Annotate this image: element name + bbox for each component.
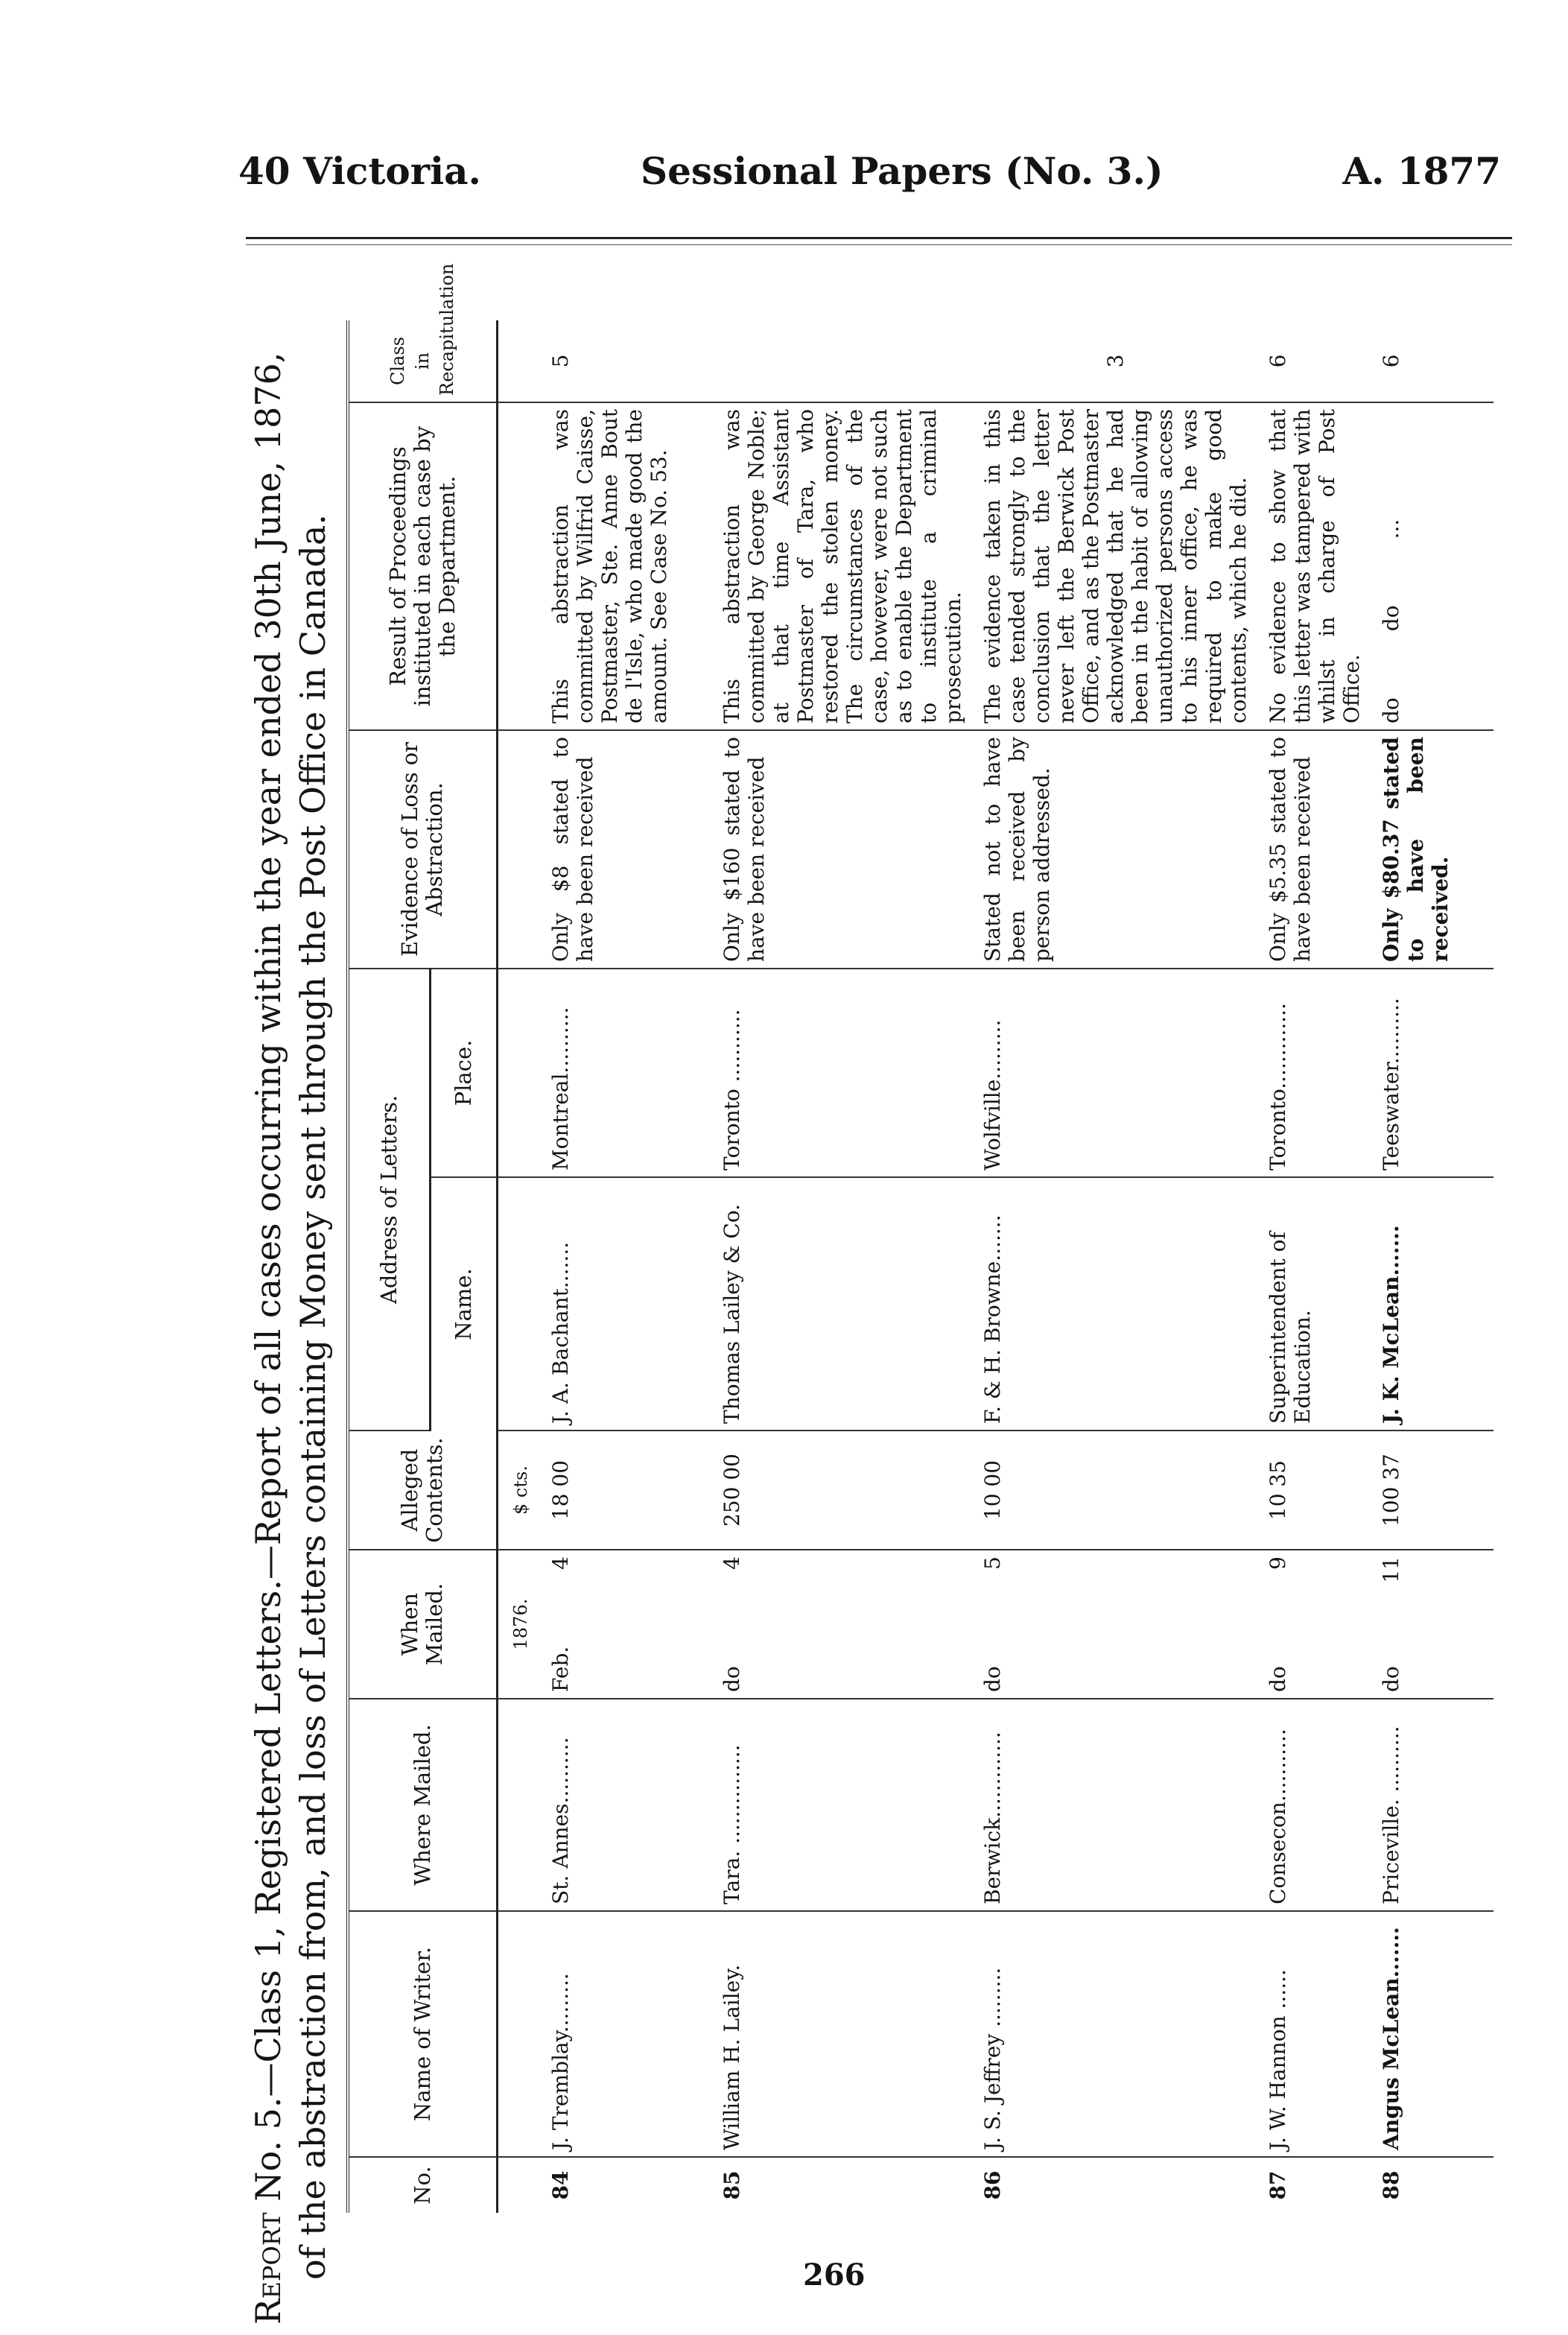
units-blank [497, 1699, 538, 1911]
row-result: This abstraction was committed by George Noble; at that time Assistant Postmaster of Tara, who restored the stolen money. The circumstances of the case, however, were not such as to enable the Department to institute a criminal prosecution. [709, 402, 970, 730]
row-no: 84 [547, 2170, 573, 2200]
row-result: This abstraction was committed by Wilfrid Caisse, Postmaster, Ste. Anne Bout de l'Isle, who made good the amount. See Case No. 53. [538, 402, 709, 730]
units-blank [497, 402, 538, 730]
col-no: No. [348, 2157, 497, 2213]
row-address-name: F. & H. Browne....... [970, 1177, 1255, 1431]
row-where-mailed: Consecon........... [1255, 1699, 1368, 1911]
table-row [1368, 320, 1494, 2213]
row-class: 6 [1255, 320, 1368, 402]
title-line-1-rest: No. 5.—Class 1, Registered Letters.—Report of all cases occurring within the year ended 30th June, 1876, [248, 352, 288, 2213]
row-evidence: Only $80.37 stated to have been received. [1368, 730, 1494, 969]
row-writer: William H. Lailey. [709, 1911, 970, 2157]
row-where-mailed: Priceville. .......... [1368, 1699, 1494, 1911]
row-class: 3 [970, 320, 1255, 402]
row-no: 88 [1378, 2170, 1403, 2200]
row-when-mailed [1368, 1550, 1494, 1699]
row-writer: J. W. Hannon ...... [1255, 1911, 1368, 2157]
col-class: Class in Recapitulation [348, 320, 497, 402]
header-session: 40 Victoria. [238, 149, 481, 193]
row-when-mailed [970, 1550, 1255, 1699]
row-result: do do ... [1368, 402, 1494, 730]
table-row [970, 320, 1255, 2213]
col-result: Result of Proceedings instituted in each case by the Department. [348, 402, 497, 730]
row-evidence: Only $8 stated to have been received [538, 730, 709, 969]
header-sessional-papers: Sessional Papers (No. 3.) [641, 149, 1164, 193]
title-line-1 [246, 276, 291, 2325]
row-writer: J. Tremblay......... [538, 1911, 709, 2157]
unit-money: $ cts. [497, 1431, 538, 1550]
row-contents: 250 00 [709, 1431, 970, 1550]
row-day: 4 [719, 1556, 744, 1570]
table-row [709, 320, 970, 2213]
col-where-mailed: Where Mailed. [348, 1699, 497, 1911]
row-month: do [719, 1666, 744, 1692]
col-address-place: Place. [430, 969, 497, 1177]
units-blank [497, 730, 538, 969]
row-day: 11 [1378, 1556, 1403, 1583]
units-blank [497, 1911, 538, 2157]
row-address-place: Teeswater.......... [1368, 969, 1494, 1177]
col-alleged-contents: Alleged Contents. [348, 1431, 497, 1550]
row-month: do [980, 1666, 1005, 1692]
table-body [497, 320, 1494, 2213]
col-address: Address of Letters. [348, 969, 430, 1431]
row-evidence: Only $5.35 stated to have been received [1255, 730, 1368, 969]
col-evidence: Evidence of Loss or Abstraction. [348, 730, 497, 969]
row-no: 87 [1265, 2170, 1290, 2200]
row-class: 5 [538, 320, 709, 402]
row-address-name: J. K. McLean....... [1368, 1177, 1494, 1431]
units-blank [497, 320, 538, 402]
title-report-word: Report [248, 2212, 288, 2325]
units-blank [497, 2157, 538, 2213]
row-address-place: Toronto ........... [709, 969, 970, 1177]
report-title [246, 276, 335, 2325]
report-table [346, 263, 1494, 2213]
row-when-mailed [709, 1550, 970, 1699]
row-result: The evidence taken in this case tended strongly to the conclusion that the letter never left the Berwick Post Office, and as the Postmaster acknowledged that he had been in the habit of allowing unauthorized persons access to his inner office, he was required to make good contents, which he did. [970, 402, 1255, 730]
row-evidence: Stated not to have been received by person addressed. [970, 730, 1255, 969]
row-no: 86 [980, 2170, 1005, 2200]
row-address-name: Superintendent of Education. [1255, 1177, 1368, 1431]
row-when-mailed [538, 1550, 709, 1699]
unit-year: 1876. [497, 1550, 538, 1699]
row-month: do [1378, 1666, 1403, 1692]
header-rule-thin [246, 244, 1512, 245]
table-head [348, 263, 497, 2213]
row-day: 5 [980, 1556, 1005, 1570]
row-writer: Angus McLean....... [1368, 1911, 1494, 2157]
table-row [538, 320, 709, 2213]
row-where-mailed: Tara. ............... [709, 1699, 970, 1911]
row-writer: J. S. Jeffrey ......... [970, 1911, 1255, 2157]
row-contents: 10 00 [970, 1431, 1255, 1550]
row-when-mailed [1255, 1550, 1368, 1699]
row-month: Feb. [547, 1646, 573, 1692]
row-address-place: Wolfville......... [970, 969, 1255, 1177]
col-writer: Name of Writer. [348, 1911, 497, 2157]
row-result: No evidence to show that this letter was tampered with whilst in charge of Post Office. [1255, 402, 1368, 730]
row-day: 9 [1265, 1556, 1290, 1570]
row-address-place: Toronto............. [1255, 969, 1368, 1177]
row-class [709, 320, 970, 402]
units-blank [497, 969, 538, 1177]
row-address-place: Montreal.......... [538, 969, 709, 1177]
units-row [497, 320, 538, 2213]
col-when-mailed: When Mailed. [348, 1550, 497, 1699]
row-where-mailed: Berwick............. [970, 1699, 1255, 1911]
row-no: 85 [719, 2170, 744, 2200]
row-contents: 18 00 [538, 1431, 709, 1550]
row-address-name: Thomas Lailey & Co. [709, 1177, 970, 1431]
row-evidence: Only $160 stated to have been received [709, 730, 970, 969]
table-row [1255, 320, 1368, 2213]
row-month: do [1265, 1666, 1290, 1692]
row-day: 4 [547, 1556, 573, 1570]
title-line-2: of the abstraction from, and loss of Letters containing Money sent through the Post Office in Canada. [293, 514, 333, 2280]
row-class: 6 [1368, 320, 1494, 402]
header-rule [246, 237, 1512, 239]
row-address-name: J. A. Bachant....... [538, 1177, 709, 1431]
row-contents: 10 35 [1255, 1431, 1368, 1550]
header-year: A. 1877 [1342, 149, 1501, 193]
rotated-report-page [246, 263, 1512, 2325]
units-blank [497, 1177, 538, 1431]
row-where-mailed: St. Annes.......... [538, 1699, 709, 1911]
page-number: 266 [803, 2258, 866, 2293]
row-contents: 100 37 [1368, 1431, 1494, 1550]
col-address-name: Name. [430, 1177, 497, 1431]
